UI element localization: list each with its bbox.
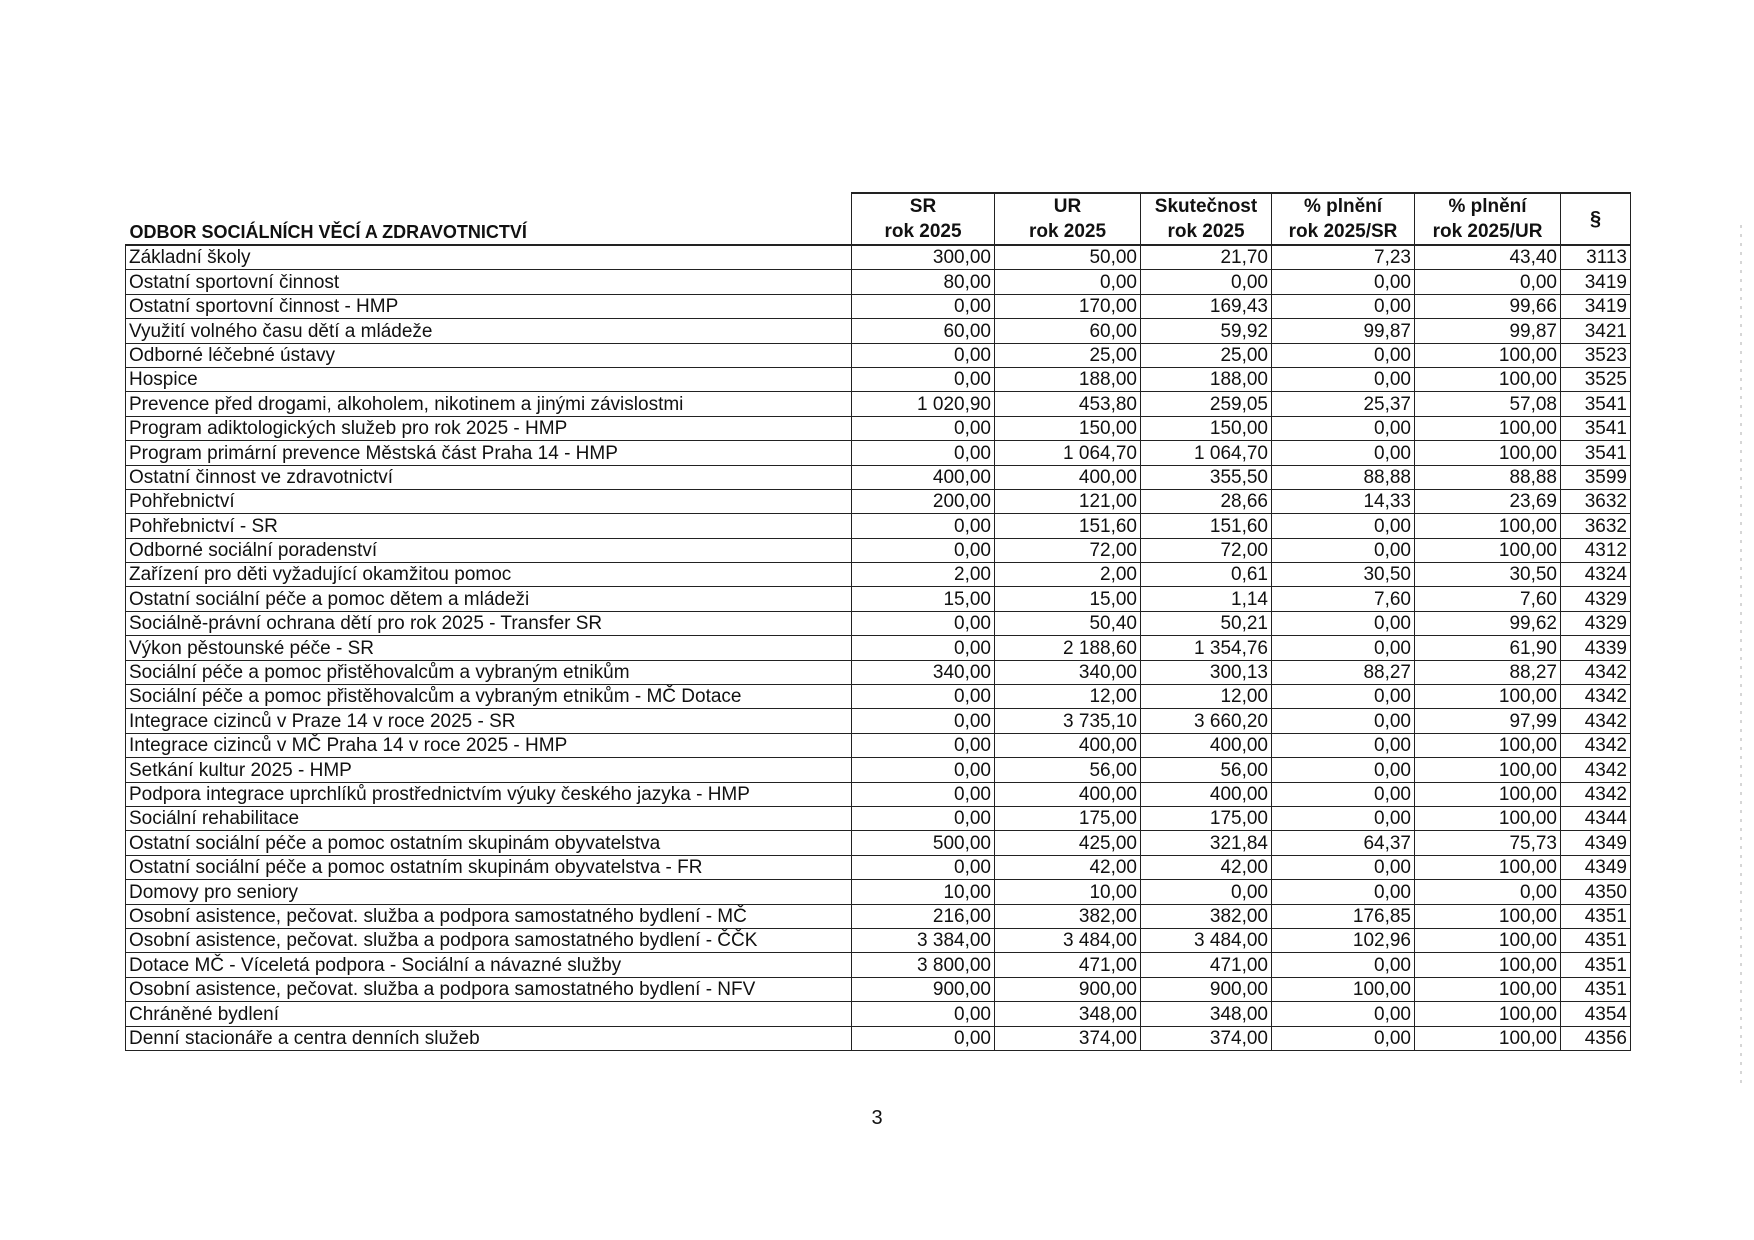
cell-pct-sr: 0,00 <box>1272 782 1415 806</box>
row-label: Ostatní sportovní činnost <box>126 270 852 294</box>
row-label: Základní školy <box>126 245 852 270</box>
row-label: Integrace cizinců v MČ Praha 14 v roce 2025 - HMP <box>126 733 852 757</box>
row-label: Sociální péče a pomoc přistěhovalcům a vybraným etnikům <box>126 660 852 684</box>
table-row <box>126 294 1631 318</box>
cell-skutecnost: 471,00 <box>1141 953 1272 977</box>
cell-pct-sr: 0,00 <box>1272 1002 1415 1026</box>
row-label: Chráněné bydlení <box>126 1002 852 1026</box>
cell-pct-sr: 0,00 <box>1272 685 1415 709</box>
cell-ur: 2 188,60 <box>995 636 1141 660</box>
table-body <box>126 245 1631 1050</box>
cell-skutecnost: 900,00 <box>1141 977 1272 1001</box>
cell-paragraph: 3525 <box>1561 367 1631 391</box>
cell-ur: 50,00 <box>995 245 1141 270</box>
cell-skutecnost: 0,00 <box>1141 880 1272 904</box>
row-label: Ostatní sociální péče a pomoc dětem a mládeži <box>126 587 852 611</box>
cell-ur: 0,00 <box>995 270 1141 294</box>
cell-paragraph: 4342 <box>1561 709 1631 733</box>
cell-pct-ur: 100,00 <box>1415 928 1561 952</box>
cell-paragraph: 4339 <box>1561 636 1631 660</box>
cell-pct-ur: 100,00 <box>1415 977 1561 1001</box>
cell-paragraph: 4312 <box>1561 538 1631 562</box>
cell-paragraph: 4351 <box>1561 953 1631 977</box>
cell-pct-sr: 14,33 <box>1272 489 1415 513</box>
cell-skutecnost: 300,13 <box>1141 660 1272 684</box>
cell-pct-sr: 0,00 <box>1272 514 1415 538</box>
table-row <box>126 416 1631 440</box>
cell-skutecnost: 400,00 <box>1141 733 1272 757</box>
cell-skutecnost: 28,66 <box>1141 489 1272 513</box>
cell-pct-sr: 0,00 <box>1272 953 1415 977</box>
cell-sr: 0,00 <box>852 441 995 465</box>
cell-skutecnost: 25,00 <box>1141 343 1272 367</box>
cell-pct-ur: 100,00 <box>1415 855 1561 879</box>
cell-skutecnost: 12,00 <box>1141 685 1272 709</box>
cell-paragraph: 4351 <box>1561 928 1631 952</box>
cell-pct-ur: 100,00 <box>1415 953 1561 977</box>
table-row <box>126 441 1631 465</box>
row-label: Integrace cizinců v Praze 14 v roce 2025 - SR <box>126 709 852 733</box>
cell-skutecnost: 0,61 <box>1141 563 1272 587</box>
cell-sr: 0,00 <box>852 294 995 318</box>
row-label: Odborné sociální poradenství <box>126 538 852 562</box>
scan-margin-marks <box>1740 225 1742 1085</box>
cell-skutecnost: 400,00 <box>1141 782 1272 806</box>
col-subheader-sr: rok 2025 <box>852 219 995 245</box>
table-row <box>126 245 1631 270</box>
cell-paragraph: 4344 <box>1561 806 1631 830</box>
cell-paragraph: 3541 <box>1561 416 1631 440</box>
row-label: Domovy pro seniory <box>126 880 852 904</box>
table-row <box>126 538 1631 562</box>
cell-pct-ur: 100,00 <box>1415 685 1561 709</box>
table-row <box>126 831 1631 855</box>
cell-sr: 0,00 <box>852 758 995 782</box>
cell-pct-ur: 100,00 <box>1415 904 1561 928</box>
cell-sr: 60,00 <box>852 319 995 343</box>
table-row <box>126 270 1631 294</box>
cell-pct-ur: 100,00 <box>1415 343 1561 367</box>
cell-pct-ur: 100,00 <box>1415 1026 1561 1050</box>
cell-pct-sr: 176,85 <box>1272 904 1415 928</box>
cell-sr: 0,00 <box>852 1002 995 1026</box>
cell-sr: 3 800,00 <box>852 953 995 977</box>
cell-sr: 0,00 <box>852 416 995 440</box>
cell-pct-sr: 7,60 <box>1272 587 1415 611</box>
cell-sr: 400,00 <box>852 465 995 489</box>
cell-sr: 0,00 <box>852 855 995 879</box>
table-row <box>126 806 1631 830</box>
cell-sr: 300,00 <box>852 245 995 270</box>
cell-paragraph: 3541 <box>1561 392 1631 416</box>
budget-table <box>125 192 1631 1051</box>
cell-sr: 0,00 <box>852 709 995 733</box>
cell-pct-sr: 7,23 <box>1272 245 1415 270</box>
cell-pct-sr: 100,00 <box>1272 977 1415 1001</box>
cell-skutecnost: 321,84 <box>1141 831 1272 855</box>
cell-pct-sr: 0,00 <box>1272 270 1415 294</box>
cell-pct-ur: 0,00 <box>1415 270 1561 294</box>
cell-paragraph: 3419 <box>1561 294 1631 318</box>
row-label: Sociální péče a pomoc přistěhovalcům a vybraným etnikům - MČ Dotace <box>126 685 852 709</box>
cell-sr: 0,00 <box>852 806 995 830</box>
cell-ur: 3 484,00 <box>995 928 1141 952</box>
cell-skutecnost: 374,00 <box>1141 1026 1272 1050</box>
cell-ur: 25,00 <box>995 343 1141 367</box>
cell-pct-sr: 0,00 <box>1272 416 1415 440</box>
cell-skutecnost: 169,43 <box>1141 294 1272 318</box>
table-row <box>126 392 1631 416</box>
cell-paragraph: 3541 <box>1561 441 1631 465</box>
cell-ur: 121,00 <box>995 489 1141 513</box>
cell-skutecnost: 1,14 <box>1141 587 1272 611</box>
cell-paragraph: 4349 <box>1561 831 1631 855</box>
table-row <box>126 563 1631 587</box>
row-label: Zařízení pro děti vyžadující okamžitou pomoc <box>126 563 852 587</box>
cell-sr: 340,00 <box>852 660 995 684</box>
cell-skutecnost: 3 660,20 <box>1141 709 1272 733</box>
cell-pct-sr: 88,27 <box>1272 660 1415 684</box>
table-row <box>126 928 1631 952</box>
cell-pct-sr: 0,00 <box>1272 880 1415 904</box>
table-row <box>126 880 1631 904</box>
cell-pct-ur: 100,00 <box>1415 367 1561 391</box>
cell-pct-ur: 61,90 <box>1415 636 1561 660</box>
department-title: ODBOR SOCIÁLNÍCH VĚCÍ A ZDRAVOTNICTVÍ <box>126 219 852 245</box>
cell-pct-sr: 0,00 <box>1272 441 1415 465</box>
cell-skutecnost: 150,00 <box>1141 416 1272 440</box>
page-number: 3 <box>871 1107 883 1129</box>
cell-paragraph: 4351 <box>1561 904 1631 928</box>
cell-sr: 1 020,90 <box>852 392 995 416</box>
row-label: Podpora integrace uprchlíků prostřednictvím výuky českého jazyka - HMP <box>126 782 852 806</box>
cell-skutecnost: 56,00 <box>1141 758 1272 782</box>
row-label: Odborné léčebné ústavy <box>126 343 852 367</box>
col-header-sr: SR <box>852 193 995 219</box>
cell-sr: 200,00 <box>852 489 995 513</box>
cell-ur: 15,00 <box>995 587 1141 611</box>
cell-pct-ur: 75,73 <box>1415 831 1561 855</box>
cell-sr: 0,00 <box>852 367 995 391</box>
cell-paragraph: 3421 <box>1561 319 1631 343</box>
cell-pct-sr: 30,50 <box>1272 563 1415 587</box>
cell-pct-ur: 100,00 <box>1415 514 1561 538</box>
table-row <box>126 782 1631 806</box>
table-row <box>126 343 1631 367</box>
row-label: Ostatní sociální péče a pomoc ostatním skupinám obyvatelstva - FR <box>126 855 852 879</box>
cell-skutecnost: 382,00 <box>1141 904 1272 928</box>
cell-pct-sr: 0,00 <box>1272 294 1415 318</box>
cell-paragraph: 4342 <box>1561 685 1631 709</box>
table-row <box>126 758 1631 782</box>
cell-pct-sr: 0,00 <box>1272 1026 1415 1050</box>
cell-paragraph: 4349 <box>1561 855 1631 879</box>
table-row <box>126 319 1631 343</box>
cell-pct-ur: 0,00 <box>1415 880 1561 904</box>
cell-paragraph: 3419 <box>1561 270 1631 294</box>
cell-sr: 216,00 <box>852 904 995 928</box>
cell-paragraph: 4342 <box>1561 782 1631 806</box>
cell-ur: 471,00 <box>995 953 1141 977</box>
cell-pct-sr: 0,00 <box>1272 367 1415 391</box>
cell-paragraph: 4354 <box>1561 1002 1631 1026</box>
cell-pct-sr: 25,37 <box>1272 392 1415 416</box>
cell-ur: 60,00 <box>995 319 1141 343</box>
table-row <box>126 489 1631 513</box>
row-label: Pohřebnictví <box>126 489 852 513</box>
row-label: Hospice <box>126 367 852 391</box>
cell-pct-ur: 100,00 <box>1415 538 1561 562</box>
cell-skutecnost: 1 354,76 <box>1141 636 1272 660</box>
table-row <box>126 587 1631 611</box>
cell-skutecnost: 175,00 <box>1141 806 1272 830</box>
row-label: Osobní asistence, pečovat. služba a podpora samostatného bydlení - ČČK <box>126 928 852 952</box>
cell-pct-ur: 100,00 <box>1415 1002 1561 1026</box>
cell-sr: 0,00 <box>852 514 995 538</box>
cell-paragraph: 3523 <box>1561 343 1631 367</box>
cell-pct-sr: 0,00 <box>1272 636 1415 660</box>
cell-pct-sr: 0,00 <box>1272 855 1415 879</box>
cell-pct-ur: 99,87 <box>1415 319 1561 343</box>
cell-pct-ur: 99,66 <box>1415 294 1561 318</box>
cell-sr: 15,00 <box>852 587 995 611</box>
cell-ur: 400,00 <box>995 465 1141 489</box>
cell-pct-ur: 100,00 <box>1415 416 1561 440</box>
cell-pct-ur: 43,40 <box>1415 245 1561 270</box>
table-row <box>126 904 1631 928</box>
row-label: Pohřebnictví - SR <box>126 514 852 538</box>
cell-pct-ur: 23,69 <box>1415 489 1561 513</box>
cell-pct-ur: 30,50 <box>1415 563 1561 587</box>
table-row <box>126 977 1631 1001</box>
table-row <box>126 660 1631 684</box>
cell-pct-ur: 88,88 <box>1415 465 1561 489</box>
cell-ur: 348,00 <box>995 1002 1141 1026</box>
cell-ur: 10,00 <box>995 880 1141 904</box>
cell-sr: 900,00 <box>852 977 995 1001</box>
cell-pct-sr: 0,00 <box>1272 733 1415 757</box>
cell-ur: 382,00 <box>995 904 1141 928</box>
cell-pct-sr: 0,00 <box>1272 709 1415 733</box>
row-label: Setkání kultur 2025 - HMP <box>126 758 852 782</box>
cell-sr: 0,00 <box>852 636 995 660</box>
cell-pct-ur: 7,60 <box>1415 587 1561 611</box>
cell-sr: 2,00 <box>852 563 995 587</box>
cell-ur: 400,00 <box>995 782 1141 806</box>
header-row-2 <box>126 219 1631 245</box>
row-label: Osobní asistence, pečovat. služba a podpora samostatného bydlení - NFV <box>126 977 852 1001</box>
cell-skutecnost: 1 064,70 <box>1141 441 1272 465</box>
cell-skutecnost: 259,05 <box>1141 392 1272 416</box>
table-row <box>126 953 1631 977</box>
cell-pct-sr: 0,00 <box>1272 538 1415 562</box>
cell-skutecnost: 0,00 <box>1141 270 1272 294</box>
cell-ur: 900,00 <box>995 977 1141 1001</box>
row-label: Ostatní činnost ve zdravotnictví <box>126 465 852 489</box>
cell-pct-ur: 100,00 <box>1415 758 1561 782</box>
cell-ur: 425,00 <box>995 831 1141 855</box>
cell-paragraph: 4342 <box>1561 758 1631 782</box>
cell-pct-sr: 102,96 <box>1272 928 1415 952</box>
cell-pct-sr: 0,00 <box>1272 611 1415 635</box>
cell-pct-ur: 99,62 <box>1415 611 1561 635</box>
cell-ur: 340,00 <box>995 660 1141 684</box>
row-label: Osobní asistence, pečovat. služba a podpora samostatného bydlení - MČ <box>126 904 852 928</box>
cell-ur: 188,00 <box>995 367 1141 391</box>
row-label: Program primární prevence Městská část Praha 14 - HMP <box>126 441 852 465</box>
row-label: Výkon pěstounské péče - SR <box>126 636 852 660</box>
cell-ur: 56,00 <box>995 758 1141 782</box>
col-header-pct-sr: % plnění <box>1272 193 1415 219</box>
table-row <box>126 1026 1631 1050</box>
cell-skutecnost: 72,00 <box>1141 538 1272 562</box>
cell-paragraph: 4351 <box>1561 977 1631 1001</box>
cell-skutecnost: 50,21 <box>1141 611 1272 635</box>
cell-ur: 453,80 <box>995 392 1141 416</box>
cell-paragraph: 4329 <box>1561 587 1631 611</box>
cell-skutecnost: 151,60 <box>1141 514 1272 538</box>
row-label: Prevence před drogami, alkoholem, nikotinem a jinými závislostmi <box>126 392 852 416</box>
cell-pct-sr: 88,88 <box>1272 465 1415 489</box>
table-row <box>126 685 1631 709</box>
cell-pct-ur: 88,27 <box>1415 660 1561 684</box>
cell-paragraph: 4329 <box>1561 611 1631 635</box>
table-row <box>126 465 1631 489</box>
cell-paragraph: 3632 <box>1561 514 1631 538</box>
cell-sr: 500,00 <box>852 831 995 855</box>
cell-pct-ur: 100,00 <box>1415 733 1561 757</box>
table-row <box>126 367 1631 391</box>
cell-ur: 374,00 <box>995 1026 1141 1050</box>
cell-ur: 3 735,10 <box>995 709 1141 733</box>
table-row <box>126 733 1631 757</box>
cell-sr: 3 384,00 <box>852 928 995 952</box>
row-label: Využití volného času dětí a mládeže <box>126 319 852 343</box>
cell-skutecnost: 188,00 <box>1141 367 1272 391</box>
cell-sr: 0,00 <box>852 611 995 635</box>
row-label: Program adiktologických služeb pro rok 2025 - HMP <box>126 416 852 440</box>
cell-skutecnost: 21,70 <box>1141 245 1272 270</box>
cell-pct-sr: 0,00 <box>1272 343 1415 367</box>
cell-ur: 1 064,70 <box>995 441 1141 465</box>
cell-sr: 0,00 <box>852 1026 995 1050</box>
cell-ur: 175,00 <box>995 806 1141 830</box>
col-subheader-pct-ur: rok 2025/UR <box>1415 219 1561 245</box>
col-header-skutecnost: Skutečnost <box>1141 193 1272 219</box>
table-row <box>126 514 1631 538</box>
cell-pct-ur: 97,99 <box>1415 709 1561 733</box>
cell-pct-sr: 0,00 <box>1272 806 1415 830</box>
cell-ur: 42,00 <box>995 855 1141 879</box>
table-row <box>126 855 1631 879</box>
cell-skutecnost: 3 484,00 <box>1141 928 1272 952</box>
cell-ur: 12,00 <box>995 685 1141 709</box>
cell-paragraph: 4324 <box>1561 563 1631 587</box>
cell-pct-sr: 99,87 <box>1272 319 1415 343</box>
cell-sr: 0,00 <box>852 538 995 562</box>
row-label: Denní stacionáře a centra denních služeb <box>126 1026 852 1050</box>
cell-pct-ur: 100,00 <box>1415 441 1561 465</box>
header-blank-cell <box>126 193 852 219</box>
cell-sr: 0,00 <box>852 733 995 757</box>
col-subheader-skutecnost: rok 2025 <box>1141 219 1272 245</box>
row-label: Ostatní sociální péče a pomoc ostatním skupinám obyvatelstva <box>126 831 852 855</box>
cell-paragraph: 3599 <box>1561 465 1631 489</box>
col-subheader-pct-sr: rok 2025/SR <box>1272 219 1415 245</box>
cell-paragraph: 4350 <box>1561 880 1631 904</box>
cell-paragraph: 4356 <box>1561 1026 1631 1050</box>
cell-ur: 72,00 <box>995 538 1141 562</box>
cell-skutecnost: 42,00 <box>1141 855 1272 879</box>
cell-sr: 0,00 <box>852 343 995 367</box>
table-row <box>126 636 1631 660</box>
col-subheader-ur: rok 2025 <box>995 219 1141 245</box>
cell-pct-ur: 100,00 <box>1415 806 1561 830</box>
cell-skutecnost: 355,50 <box>1141 465 1272 489</box>
table-row <box>126 709 1631 733</box>
cell-pct-ur: 100,00 <box>1415 782 1561 806</box>
cell-ur: 150,00 <box>995 416 1141 440</box>
cell-pct-sr: 64,37 <box>1272 831 1415 855</box>
cell-skutecnost: 59,92 <box>1141 319 1272 343</box>
cell-paragraph: 4342 <box>1561 733 1631 757</box>
cell-ur: 2,00 <box>995 563 1141 587</box>
cell-sr: 10,00 <box>852 880 995 904</box>
cell-skutecnost: 348,00 <box>1141 1002 1272 1026</box>
table-row <box>126 611 1631 635</box>
cell-sr: 0,00 <box>852 685 995 709</box>
cell-ur: 151,60 <box>995 514 1141 538</box>
table-row <box>126 1002 1631 1026</box>
cell-paragraph: 3113 <box>1561 245 1631 270</box>
cell-pct-sr: 0,00 <box>1272 758 1415 782</box>
col-header-ur: UR <box>995 193 1141 219</box>
cell-ur: 50,40 <box>995 611 1141 635</box>
row-label: Sociálně-právní ochrana dětí pro rok 2025 - Transfer SR <box>126 611 852 635</box>
cell-pct-ur: 57,08 <box>1415 392 1561 416</box>
col-header-paragraph: § <box>1561 193 1631 245</box>
row-label: Ostatní sportovní činnost - HMP <box>126 294 852 318</box>
cell-ur: 170,00 <box>995 294 1141 318</box>
row-label: Dotace MČ - Víceletá podpora - Sociální a návazné služby <box>126 953 852 977</box>
cell-ur: 400,00 <box>995 733 1141 757</box>
cell-sr: 0,00 <box>852 782 995 806</box>
cell-paragraph: 3632 <box>1561 489 1631 513</box>
cell-paragraph: 4342 <box>1561 660 1631 684</box>
cell-sr: 80,00 <box>852 270 995 294</box>
header-row-1 <box>126 193 1631 219</box>
col-header-pct-ur: % plnění <box>1415 193 1561 219</box>
row-label: Sociální rehabilitace <box>126 806 852 830</box>
